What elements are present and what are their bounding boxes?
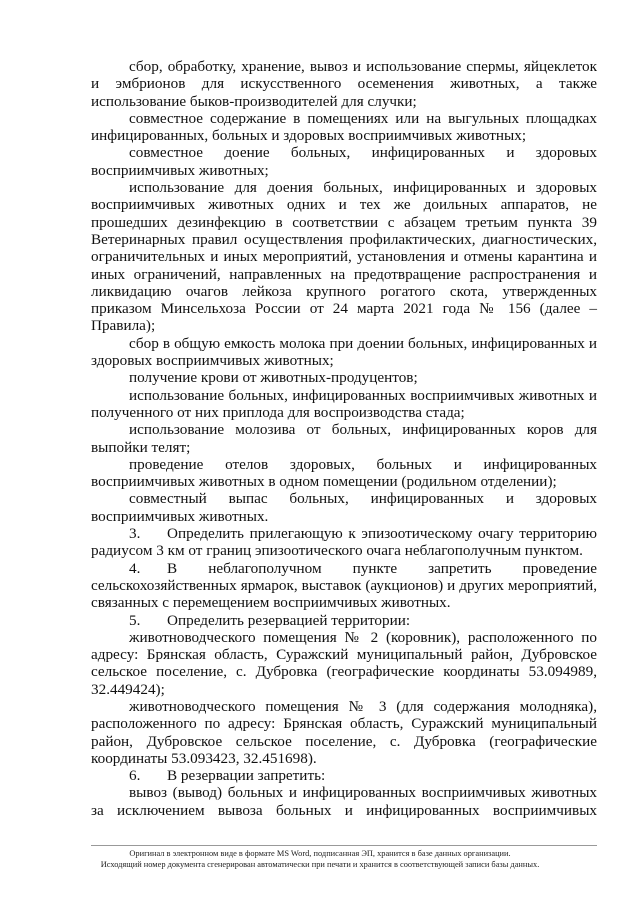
numbered-paragraph-5 — [91, 612, 597, 629]
paragraph-8: использование молозива от больных, инфицированных коров для выпойки телят; — [91, 421, 597, 456]
paragraph-4: использование для доения больных, инфицированных и здоровых восприимчивых животных одних и тех же доильных аппаратов, не прошедших дезинфекцию в соответствии с абзацем третьим пункта 39 Ветеринарных правил осуществления профилактических, диагностических, ограничительных и иных мероприятий, установления и отмены карантина и иных ограничений, направленных на предотвращение распространения и ликвидацию очагов лейкоза крупного рогатого скота, утвержденных приказом Минсельхоза России от 24 марта 2021 года № 156 (далее – Правила); — [91, 179, 597, 335]
paragraph-text: Определить резервацией территории: — [167, 611, 411, 629]
paragraph-number: 4. — [129, 559, 141, 577]
paragraph-7: использование больных, инфицированных восприимчивых животных и полученного от них приплода для воспроизводства стада; — [91, 386, 597, 421]
paragraph-text: В резервации запретить: — [167, 767, 326, 785]
document-body — [91, 58, 597, 819]
paragraph-text: Определить прилегающую к эпизоотическому очагу территорию радиусом 3 км от границ эпизоотического очага неблагополучным пунктом. — [91, 525, 597, 560]
numbered-paragraph-6 — [91, 767, 597, 784]
paragraph-2: совместное содержание в помещениях или на выгульных площадках инфицированных, больных и здоровых восприимчивых животных; — [91, 109, 597, 145]
paragraph-number: 6. — [129, 767, 141, 785]
page-footer — [60, 848, 580, 870]
paragraph-9: проведение отелов здоровых, больных и инфицированных восприимчивых животных в одном помещении (родильном отделении); — [91, 455, 597, 491]
paragraph-continued: вывоз (вывод) больных и инфицированных восприимчивых животных за исключением вывоза больных и инфицированных восприимчивых — [91, 784, 597, 819]
paragraph-10: совместный выпас больных, инфицированных и здоровых восприимчивых животных. — [91, 490, 597, 525]
footer-line-2: Исходящий номер документа сгенерирован автоматически при печати и хранится в соответствующей записи базы данных. — [100, 860, 540, 869]
paragraph-3: совместное доение больных, инфицированных и здоровых восприимчивых животных; — [91, 144, 597, 179]
paragraph-number: 5. — [129, 611, 141, 629]
numbered-paragraph-3 — [91, 525, 597, 560]
numbered-paragraph-4 — [91, 560, 597, 612]
paragraph-1: сбор, обработку, хранение, вывоз и использование спермы, яйцеклеток и эмбрионов для искусственного осеменения животных, а также использование быков-производителей для случки; — [91, 58, 597, 110]
paragraph-text: В неблагополучном пункте запретить проведение сельскохозяйственных ярмарок, выставок (аукционов) и других мероприятий, связанных с перемещением восприимчивых животных. — [91, 559, 597, 612]
footer-line-1: Оригинал в электронном виде в формате MS Word, подписанная ЭП, хранится в базе данных организации. — [129, 849, 511, 858]
paragraph-reservation-2: животноводческого помещения № 3 (для содержания молодняка), расположенного по адресу: Брянская область, Суражский муниципальный район, Дубровское сельское поселение, с. Дубровка (географические координаты 53.093423, 32.451698). — [91, 697, 597, 767]
footer-divider — [91, 845, 597, 846]
paragraph-number: 3. — [129, 525, 141, 543]
paragraph-reservation-1: животноводческого помещения № 2 (коровник), расположенного по адресу: Брянская область, Суражский муниципальный район, Дубровское сельское поселение, с. Дубровка (географические координаты 53.094989, 32.449424); — [91, 628, 597, 698]
paragraph-5: сбор в общую емкость молока при доении больных, инфицированных и здоровых восприимчивых животных; — [91, 334, 597, 370]
paragraph-6: получение крови от животных-продуцентов; — [129, 369, 418, 387]
